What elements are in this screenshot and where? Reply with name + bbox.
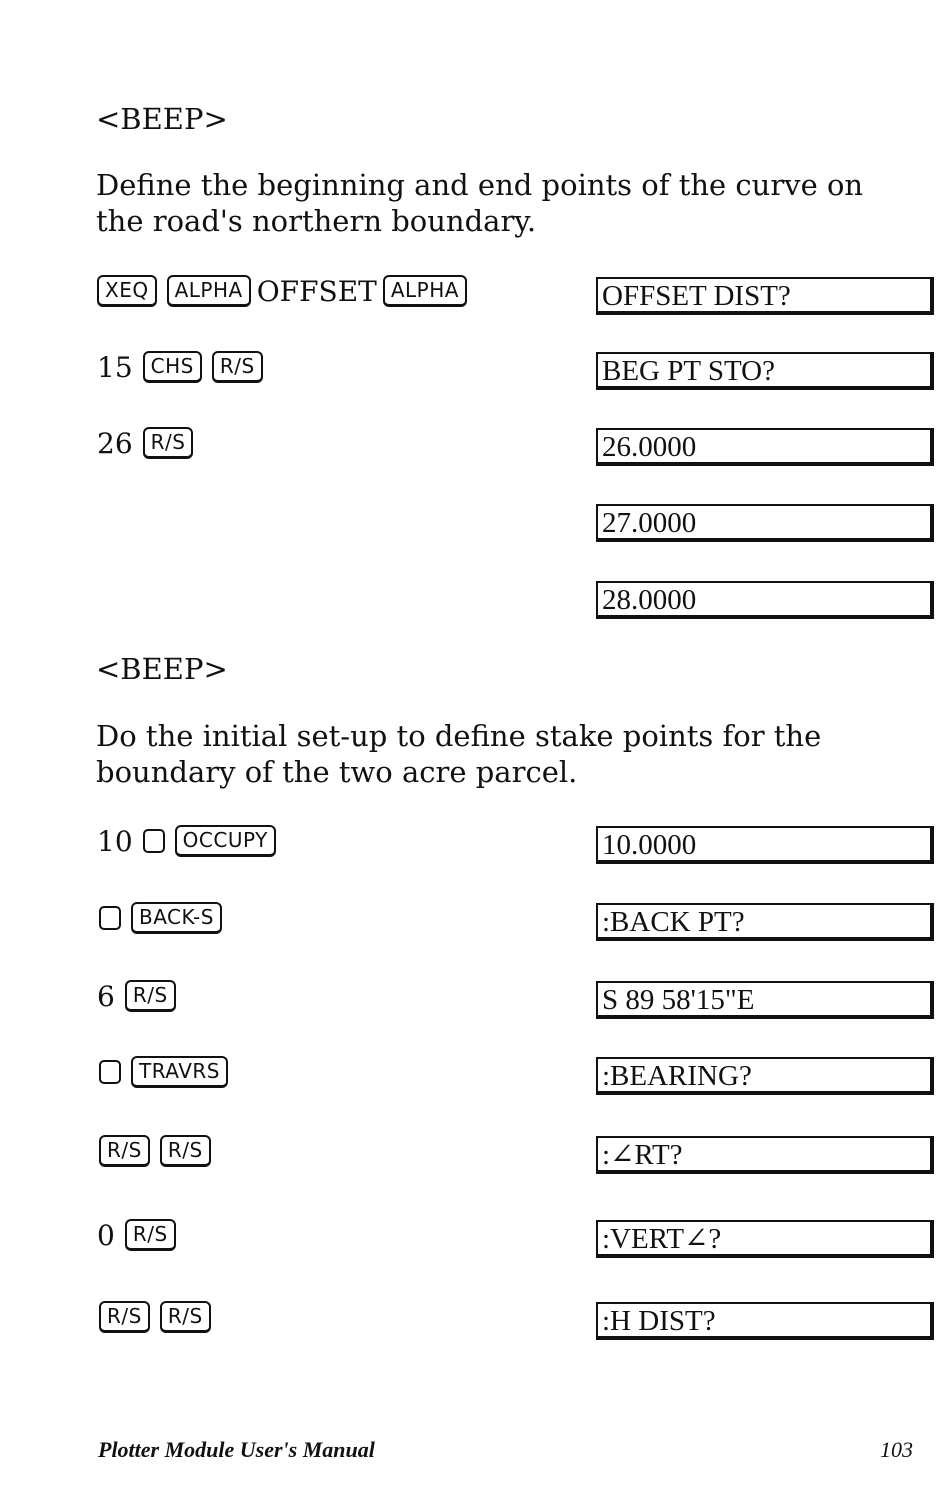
- step-chs: [97, 347, 263, 387]
- calculator-display: OFFSET DIST?: [596, 277, 934, 315]
- step-0: [97, 1215, 176, 1255]
- step-travrs: [99, 1052, 228, 1092]
- calculator-display: :BEARING?: [596, 1057, 934, 1095]
- step-rs-rs-1: [99, 1131, 211, 1171]
- step-back-s: [99, 898, 222, 938]
- shift-key-blank: [99, 906, 121, 930]
- travrs-key: TRAVRS: [131, 1056, 228, 1088]
- step-occupy: [97, 821, 276, 861]
- step-rs-rs-2: [99, 1297, 211, 1337]
- rs-key: R/S: [125, 980, 176, 1012]
- paragraph-1: Define the beginning and end points of the curve on the road's northern boundary.: [96, 168, 864, 238]
- step-number: 0: [97, 1218, 115, 1252]
- alpha-key-close: ALPHA: [383, 275, 467, 307]
- step-offset: [97, 271, 467, 311]
- step-number: 6: [97, 979, 115, 1013]
- calculator-display: 10.0000: [596, 826, 934, 864]
- step-number: 15: [97, 350, 133, 384]
- paragraph-2: Do the initial set-up to define stake points for the boundary of the two acre parcel.: [96, 719, 822, 789]
- calculator-display: BEG PT STO?: [596, 352, 934, 390]
- page-number: 103: [880, 1437, 913, 1462]
- rs-key: R/S: [160, 1135, 211, 1167]
- beep-label-1: <BEEP>: [96, 102, 228, 136]
- rs-key: R/S: [125, 1219, 176, 1251]
- step-26: [97, 423, 193, 463]
- alpha-key: ALPHA: [167, 275, 251, 307]
- chs-key: CHS: [143, 351, 202, 383]
- occupy-key: OCCUPY: [175, 825, 276, 857]
- calculator-display: :BACK PT?: [596, 903, 934, 941]
- footer-title: Plotter Module User's Manual: [98, 1437, 375, 1462]
- rs-key: R/S: [212, 351, 263, 383]
- step-number: 26: [97, 426, 133, 460]
- calculator-display: :H DIST?: [596, 1302, 934, 1340]
- calculator-display: :VERT∠?: [596, 1220, 934, 1258]
- calculator-display: :∠RT?: [596, 1136, 934, 1174]
- rs-key: R/S: [99, 1301, 150, 1333]
- shift-key-blank: [143, 829, 165, 853]
- calculator-display: 27.0000: [596, 504, 934, 542]
- rs-key: R/S: [99, 1135, 150, 1167]
- step-6: [97, 976, 176, 1016]
- rs-key: R/S: [160, 1301, 211, 1333]
- beep-label-2: <BEEP>: [96, 652, 228, 686]
- calculator-display: 26.0000: [596, 428, 934, 466]
- calculator-display: S 89 58'15"E: [596, 981, 934, 1019]
- shift-key-blank: [99, 1060, 121, 1084]
- back-s-key: BACK-S: [131, 902, 222, 934]
- rs-key: R/S: [143, 427, 194, 459]
- xeq-key: XEQ: [97, 275, 157, 307]
- calculator-display: 28.0000: [596, 581, 934, 619]
- step-number: 10: [97, 824, 133, 858]
- alpha-entry-text: OFFSET: [256, 274, 377, 308]
